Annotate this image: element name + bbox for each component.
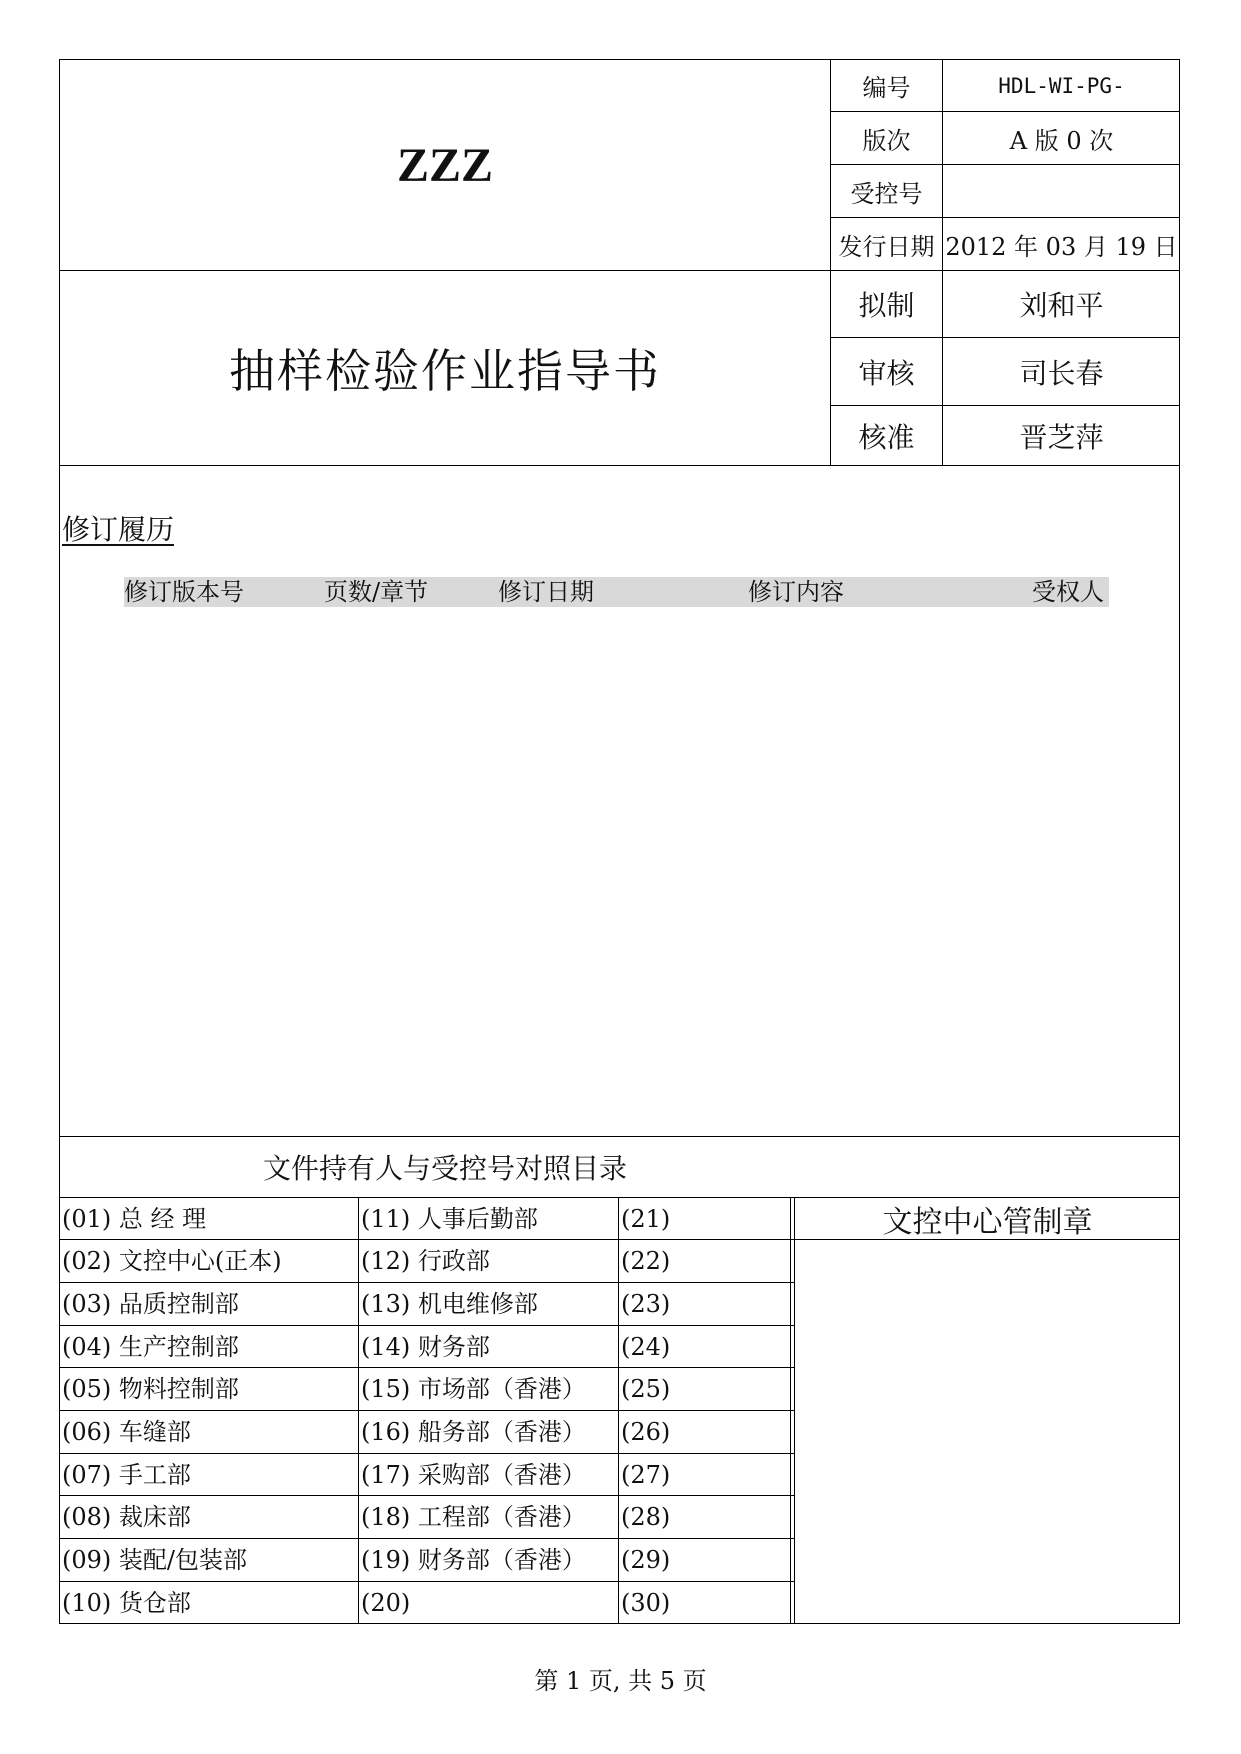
- edition-value: A 版 0 次: [1009, 126, 1114, 155]
- holder-07: (07) 手工部: [62, 1461, 191, 1489]
- holder-09: (09) 装配/包装部: [62, 1546, 247, 1574]
- approved-by-value: 晋芝萍: [1019, 420, 1104, 454]
- holder-28: (28): [621, 1503, 671, 1531]
- drafted-by-label: 拟制: [858, 289, 915, 322]
- stamp-area: [795, 1240, 1180, 1624]
- holder-01: (01) 总 经 理: [62, 1205, 207, 1233]
- holder-27: (27): [621, 1461, 671, 1489]
- document-control-stamp-title: 文控中心管制章: [882, 1204, 1093, 1240]
- holder-15: (15) 市场部（香港）: [361, 1375, 586, 1403]
- holder-20: (20): [361, 1589, 411, 1617]
- document-title: 抽样检验作业指导书: [229, 344, 661, 398]
- col-revision-content: 修订内容: [748, 578, 844, 606]
- holder-08: (08) 裁床部: [62, 1503, 191, 1531]
- holder-23: (23): [621, 1290, 671, 1318]
- col-revision-number: 修订版本号: [124, 578, 244, 606]
- holder-19: (19) 财务部（香港）: [361, 1546, 586, 1574]
- company-name: ZZZ: [396, 138, 494, 192]
- holder-06: (06) 车缝部: [62, 1418, 191, 1446]
- holder-14: (14) 财务部: [361, 1333, 490, 1361]
- reviewed-by-value: 司长春: [1019, 356, 1104, 390]
- issue-date-label: 发行日期: [838, 232, 935, 261]
- holder-18: (18) 工程部（香港）: [361, 1503, 586, 1531]
- edition-label: 版次: [862, 126, 911, 155]
- holder-29: (29): [621, 1546, 671, 1574]
- revision-table-header: [124, 577, 1109, 607]
- issue-date-value: 2012 年 03 月 19 日: [945, 232, 1178, 261]
- doc-number-label: 编号: [862, 74, 911, 102]
- holder-26: (26): [621, 1418, 671, 1446]
- holder-17: (17) 采购部（香港）: [361, 1461, 586, 1489]
- holder-21: (21): [621, 1205, 671, 1233]
- reviewed-by-label: 审核: [858, 356, 915, 390]
- approved-by-label: 核准: [858, 420, 915, 454]
- revision-history-title: 修订履历: [62, 513, 175, 546]
- holder-02: (02) 文控中心(正本): [62, 1247, 282, 1275]
- holder-30: (30): [621, 1589, 671, 1617]
- holder-12: (12) 行政部: [361, 1247, 490, 1275]
- control-number-value: [943, 165, 1180, 217]
- holder-05: (05) 物料控制部: [62, 1375, 239, 1403]
- control-number-label: 受控号: [850, 179, 923, 208]
- holder-11: (11) 人事后勤部: [361, 1205, 538, 1233]
- holder-10: (10) 货仓部: [62, 1589, 191, 1617]
- col-revision-date: 修订日期: [498, 578, 594, 606]
- page-number: 第 1 页, 共 5 页: [534, 1666, 707, 1695]
- holder-13: (13) 机电维修部: [361, 1290, 538, 1318]
- holder-03: (03) 品质控制部: [62, 1290, 239, 1318]
- holder-25: (25): [621, 1375, 671, 1403]
- holder-24: (24): [621, 1333, 671, 1361]
- doc-number-value: HDL-WI-PG-: [998, 73, 1125, 98]
- holder-22: (22): [621, 1247, 671, 1275]
- distribution-title: 文件持有人与受控号对照目录: [262, 1152, 627, 1185]
- drafted-by-value: 刘和平: [1019, 289, 1104, 322]
- holder-16: (16) 船务部（香港）: [361, 1418, 586, 1446]
- holder-04: (04) 生产控制部: [62, 1333, 239, 1361]
- col-pages-section: 页数/章节: [324, 578, 429, 606]
- col-authorized-person: 受权人: [1032, 578, 1104, 606]
